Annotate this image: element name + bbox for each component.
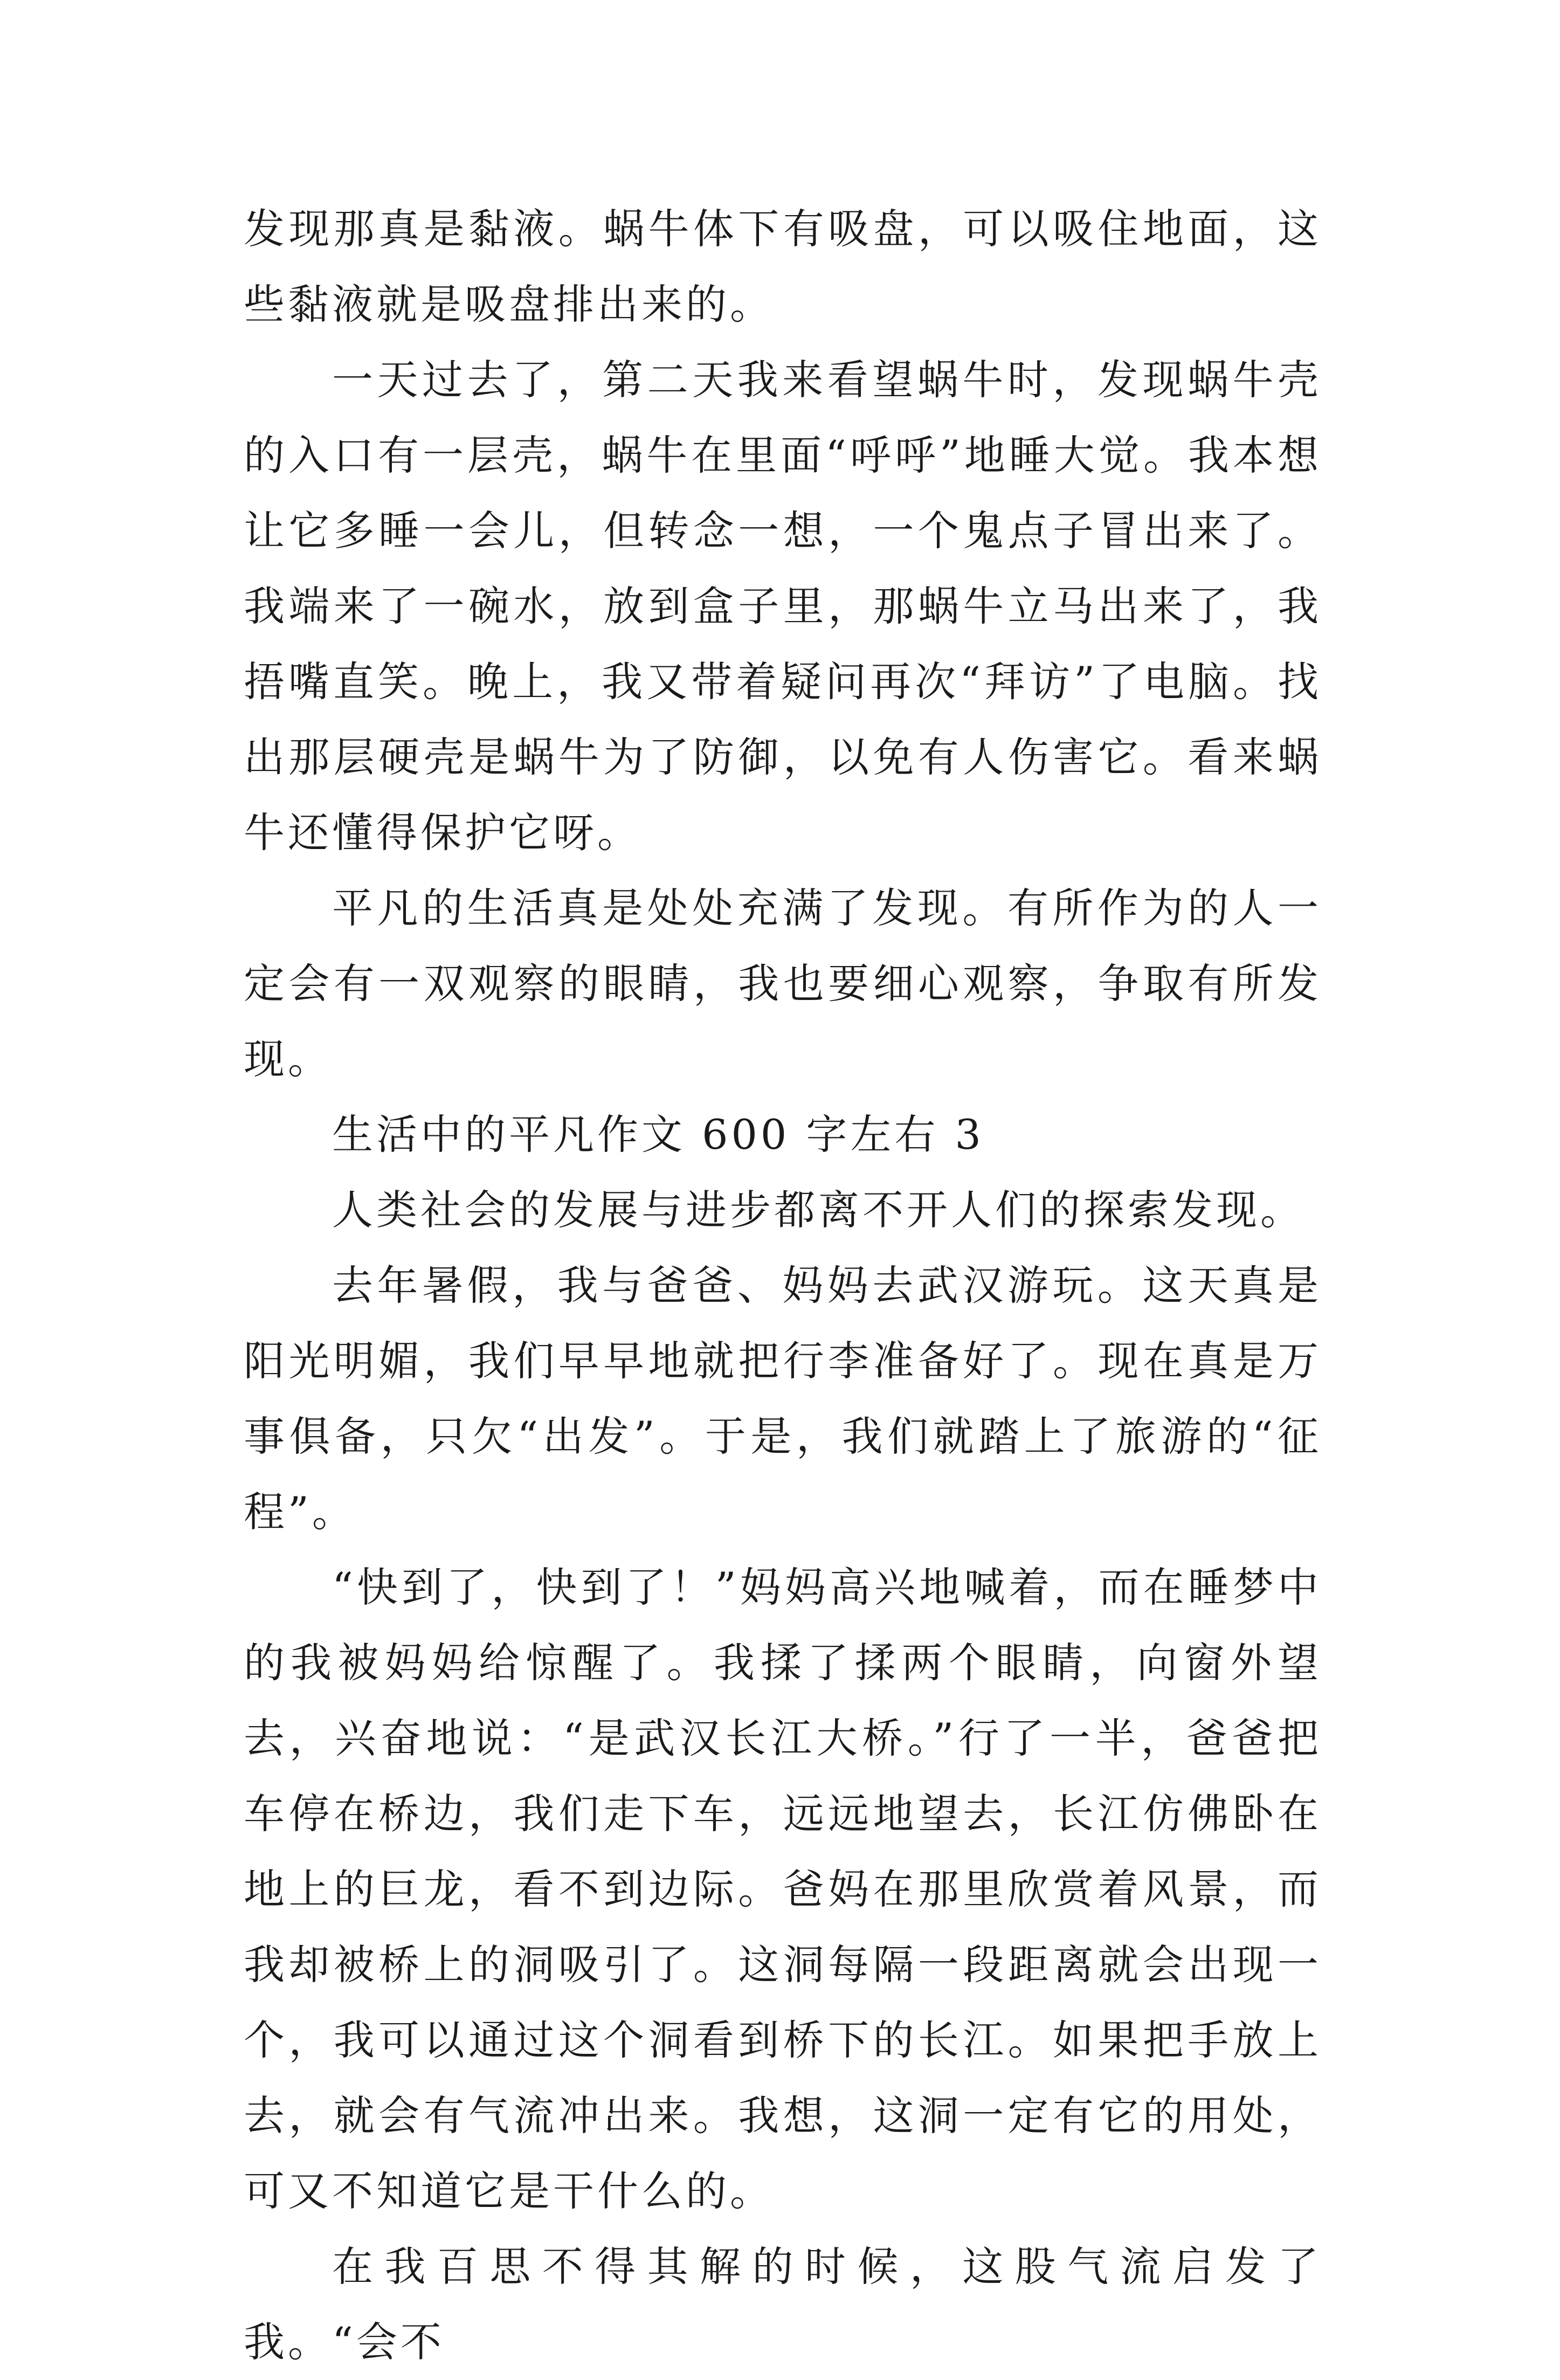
paragraph-7: “快到了，快到了！”妈妈高兴地喊着，而在睡梦中的我被妈妈给惊醒了。我揉了揉两个眼睛，向窗外望去，兴奋地说：“是武汉长江大桥。”行了一半，爸爸把车停在桥边，我们走下车，远远地望去，长江仿佛卧在地上的巨龙，看不到边际。爸妈在那里欣赏着风景，而我却被桥上的洞吸引了。这洞每隔一段距离就会出现一个，我可以通过这个洞看到桥下的长江。如果把手放上去，就会有气流冲出来。我想，这洞一定有它的用处，可又不知道它是干什么的。 bbox=[244, 1563, 1322, 2215]
paragraph-2: 一天过去了，第二天我来看望蜗牛时，发现蜗牛壳的入口有一层壳，蜗牛在里面“呼呼”地睡大觉。我本想让它多睡一会儿，但转念一想，一个鬼点子冒出来了。我端来了一碗水，放到盒子里，那蜗牛立马出来了，我捂嘴直笑。晚上，我又带着疑问再次“拜访”了电脑。找出那层硬壳是蜗牛为了防御，以免有人伤害它。看来蜗牛还懂得保护它呀。 bbox=[244, 356, 1322, 857]
paragraph-6: 去年暑假，我与爸爸、妈妈去武汉游玩。这天真是阳光明媚，我们早早地就把行李准备好了。现在真是万事俱备，只欠“出发”。于是，我们就踏上了旅游的“征程”。 bbox=[244, 1261, 1322, 1536]
paragraph-3: 平凡的生活真是处处充满了发现。有所作为的人一定会有一双观察的眼睛，我也要细心观察，争取有所发现。 bbox=[244, 884, 1322, 1083]
section-heading: 生活中的平凡作文 600 字左右 3 bbox=[332, 1110, 984, 1158]
paragraph-8: 在我百思不得其解的时候，这股气流启发了我。“会不 bbox=[244, 2243, 1322, 2366]
paragraph-1: 发现那真是黏液。蜗牛体下有吸盘，可以吸住地面，这些黏液就是吸盘排出来的。 bbox=[244, 205, 1322, 328]
paragraph-5: 人类社会的发展与进步都离不开人们的探索发现。 bbox=[332, 1186, 1304, 1234]
document-body bbox=[244, 191, 1322, 2380]
